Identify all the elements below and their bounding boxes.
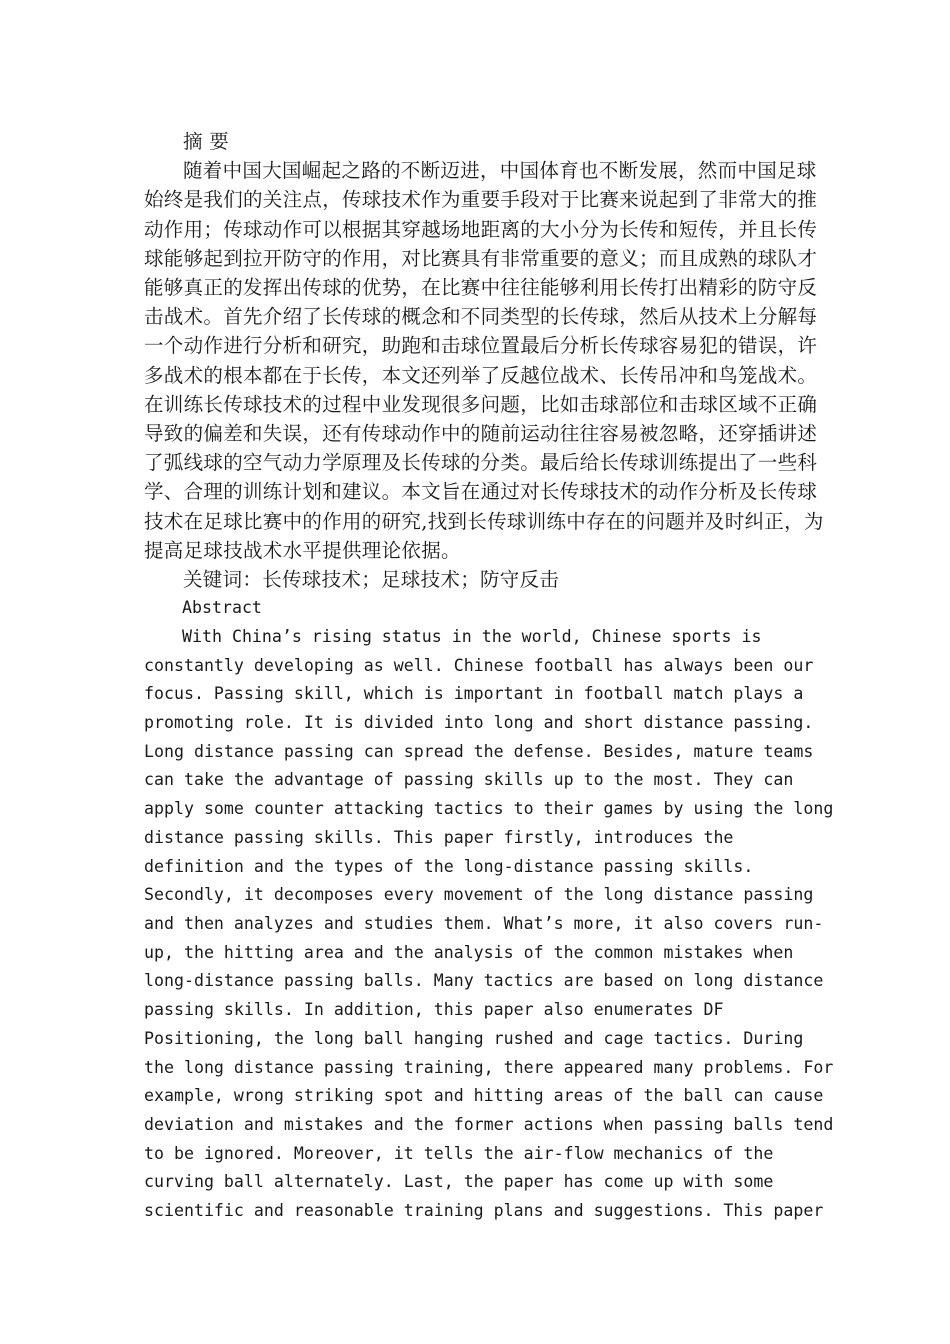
chinese-abstract-line: 一个动作进行分析和研究，助跑和击球位置最后分析长传球容易犯的错误，许 [144, 334, 818, 358]
english-abstract-line: With China’s rising status in the world, Chinese sports is [182, 626, 762, 646]
english-abstract-line: example, wrong striking spot and hitting areas of the ball can cause [144, 1086, 824, 1106]
chinese-abstract-line: 始终是我们的关注点，传球技术作为重要手段对于比赛来说起到了非常大的推 [144, 188, 818, 212]
english-abstract-line: Positioning, the long ball hanging rushed and cage tactics. During [144, 1028, 804, 1048]
english-abstract-line: up, the hitting area and the analysis of the common mistakes when [144, 942, 794, 962]
english-abstract-line: Secondly, it decomposes every movement of the long distance passing [144, 885, 814, 905]
english-abstract-line: promoting role. It is divided into long and short distance passing. [144, 713, 814, 733]
english-abstract-line: scientific and reasonable training plans and suggestions. This paper [144, 1201, 824, 1221]
english-abstract-line: long-distance passing balls. Many tactics are based on long distance [144, 971, 824, 991]
chinese-abstract-line: 了弧线球的空气动力学原理及长传球的分类。最后给长传球训练提出了一些科 [144, 451, 818, 475]
english-abstract-line: Long distance passing can spread the defense. Besides, mature teams [144, 741, 814, 761]
english-abstract-line: passing skills. In addition, this paper also enumerates DF [144, 1000, 724, 1020]
chinese-abstract-line: 导致的偏差和失误，还有传球动作中的随前运动往往容易被忽略，还穿插讲述 [144, 422, 818, 446]
chinese-abstract-body [144, 156, 824, 565]
chinese-abstract-line: 多战术的根本都在于长传，本文还列举了反越位战术、长传吊冲和鸟笼战术。 [144, 363, 818, 387]
english-abstract-body [144, 623, 834, 1226]
chinese-abstract-line: 球能够起到拉开防守的作用，对比赛具有非常重要的意义；而且成熟的球队才 [144, 246, 818, 270]
english-abstract-line: to be ignored. Moreover, it tells the air-flow mechanics of the [144, 1143, 774, 1163]
english-abstract-line: and then analyzes and studies them. What’s more, it also covers run- [144, 913, 824, 933]
chinese-keywords: 关键词：长传球技术；足球技术；防守反击 [183, 568, 560, 592]
chinese-abstract-line: 在训练长传球技术的过程中业发现很多问题，比如击球部位和击球区域不正确 [144, 392, 818, 416]
abstract-content [144, 127, 834, 1226]
english-abstract-line: distance passing skills. This paper firstly, introduces the [144, 827, 734, 847]
english-abstract-line: focus. Passing skill, which is important in football match plays a [144, 684, 804, 704]
english-abstract-line: can take the advantage of passing skills up to the most. They can [144, 770, 794, 790]
english-abstract-line: deviation and mistakes and the former actions when passing balls tend [144, 1114, 834, 1134]
chinese-abstract-line: 学、合理的训练计划和建议。本文旨在通过对长传球技术的动作分析及长传球 [144, 480, 818, 504]
english-abstract-line: definition and the types of the long-distance passing skills. [144, 856, 754, 876]
chinese-abstract-line: 技术在足球比赛中的作用的研究,找到长传球训练中存在的问题并及时纠正，为 [144, 509, 824, 533]
chinese-abstract-line: 提高足球技战术水平提供理论依据。 [144, 538, 461, 562]
english-abstract-line: the long distance passing training, there appeared many problems. For [144, 1057, 834, 1077]
chinese-abstract-line: 动作用；传球动作可以根据其穿越场地距离的大小分为长传和短传，并且长传 [144, 217, 818, 241]
chinese-abstract-heading: 摘 要 [183, 130, 230, 153]
chinese-abstract-line: 能够真正的发挥出传球的优势，在比赛中往往能够利用长传打出精彩的防守反 [144, 276, 818, 300]
english-abstract-line: constantly developing as well. Chinese football has always been our [144, 655, 814, 675]
english-abstract-heading: Abstract [182, 598, 262, 618]
chinese-abstract-line: 随着中国大国崛起之路的不断迈进，中国体育也不断发展，然而中国足球 [183, 159, 817, 183]
english-abstract-line: apply some counter attacking tactics to their games by using the long [144, 799, 834, 819]
english-abstract-line: curving ball alternately. Last, the paper has come up with some [144, 1172, 774, 1192]
chinese-abstract-line: 击战术。首先介绍了长传球的概念和不同类型的长传球，然后从技术上分解每 [144, 305, 818, 329]
